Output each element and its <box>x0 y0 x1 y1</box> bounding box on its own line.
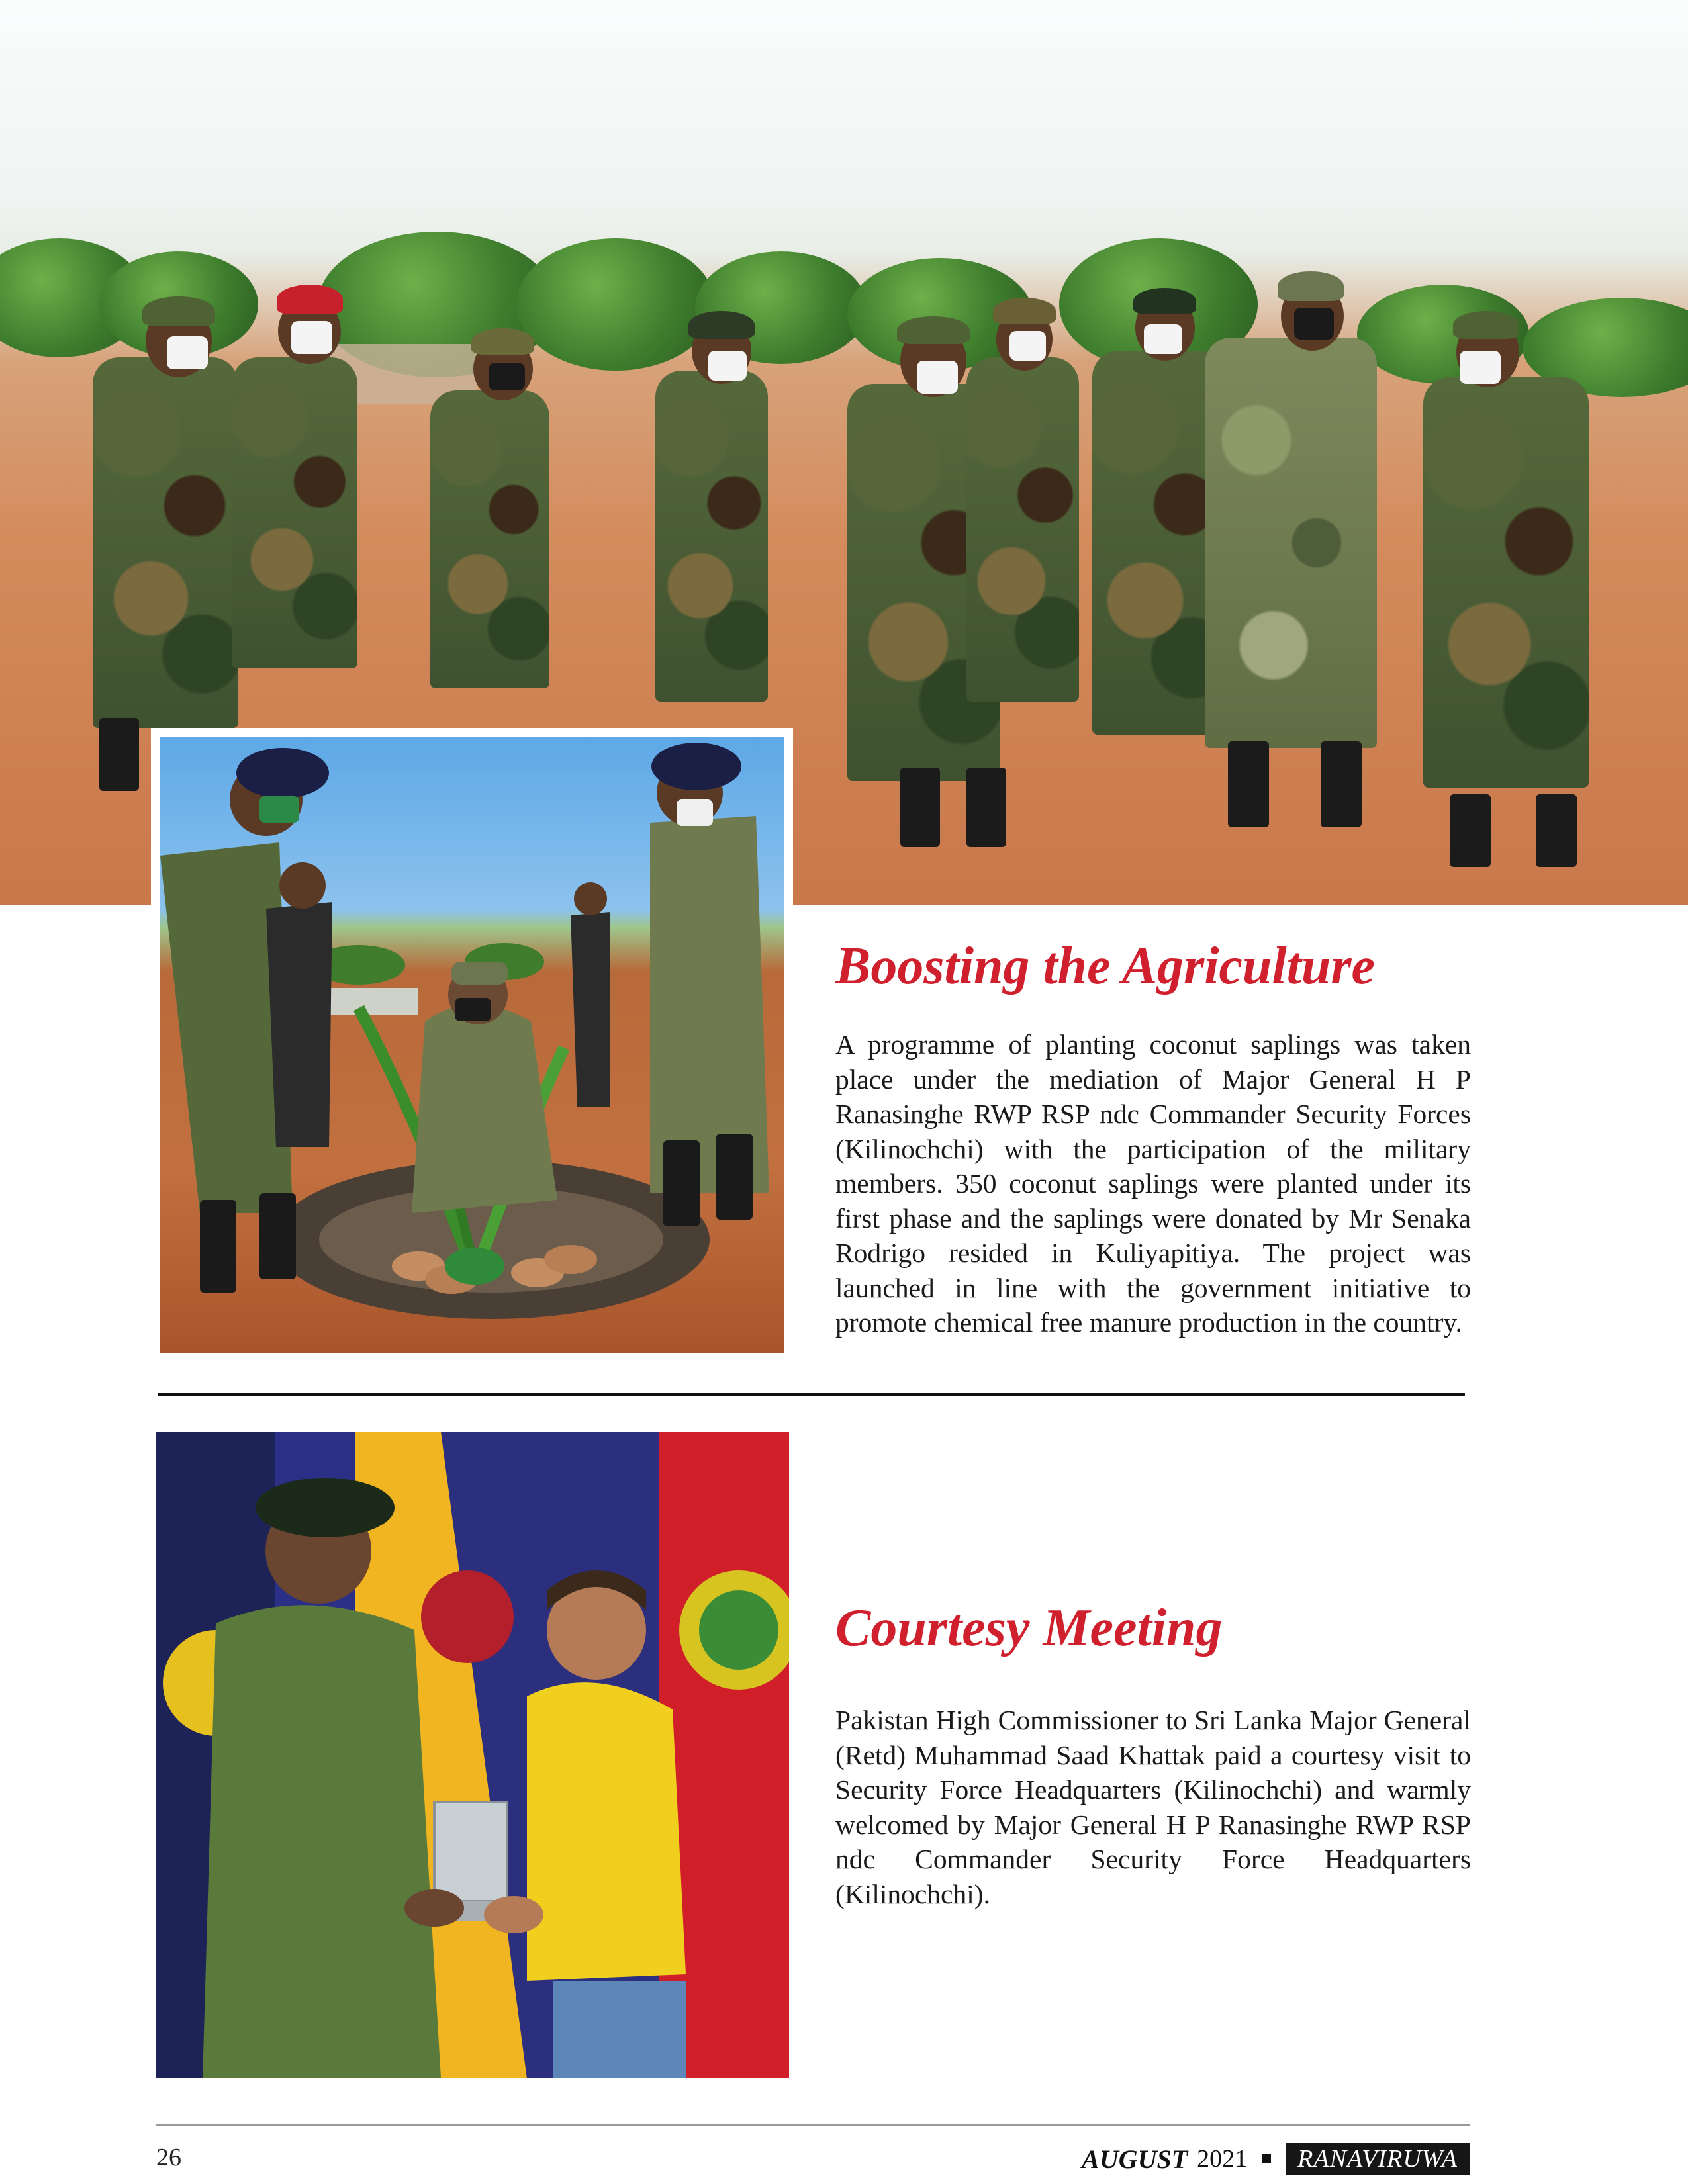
commander-figure <box>1205 338 1377 748</box>
magazine-name: RANAVIRUWA <box>1286 2143 1470 2175</box>
boot <box>1228 741 1269 827</box>
section-divider <box>158 1393 1465 1396</box>
planting-scene-illustration <box>160 737 784 1353</box>
tree <box>516 238 715 371</box>
issue-label <box>1082 2143 1470 2175</box>
soldier-figure <box>430 390 549 688</box>
soldier-figure <box>1423 377 1589 788</box>
soldier-figure <box>966 357 1079 702</box>
soldier-cap <box>142 296 215 326</box>
page-number: 26 <box>156 2144 181 2171</box>
footer-rule <box>156 2124 1470 2126</box>
boot <box>1450 794 1491 867</box>
boot <box>99 718 139 791</box>
face-mask <box>708 351 747 381</box>
face-mask <box>1294 308 1334 340</box>
photo-courtesy-meeting <box>156 1432 789 2078</box>
boot <box>1536 794 1577 867</box>
article-body-agriculture: A programme of planting coconut saplings was taken place under the mediation of Major General H P Ranasinghe RWP RSP ndc Commander Security Forces (Kilinochchi) with the participation of the military members. 350 coconut saplings were planted under its first phase and the saplings were donated by Mr Senaka Rodrigo resided in Kuliyapitiya. The project was launched in line with the government initiative to promote chemical free manure production in the country. <box>835 1029 1471 1338</box>
face-mask <box>167 336 208 369</box>
face-mask <box>489 363 525 390</box>
face-mask <box>291 321 332 354</box>
soldier-figure <box>232 357 357 668</box>
separator-square-icon <box>1262 2154 1271 2163</box>
face-mask <box>1144 324 1182 354</box>
article-body-courtesy-meeting: Pakistan High Commissioner to Sri Lanka Major General (Retd) Muhammad Saad Khattak paid a courtesy visit to Security Force Headquarters (Kilinochchi) and warmly welcomed by Major General H P Ranasinghe RWP RSP ndc Commander Security Force Headquarters (Kilinochchi). <box>835 1705 1471 1909</box>
issue-month: AUGUST <box>1082 2144 1188 2174</box>
face-mask <box>1460 351 1501 384</box>
headline-courtesy-meeting: Courtesy Meeting <box>835 1599 1223 1657</box>
commander-cap <box>1278 271 1344 301</box>
soldier-beret <box>1133 288 1196 314</box>
boot <box>900 768 940 847</box>
soldier-figure <box>655 371 768 702</box>
photo-coconut-planting <box>160 737 784 1353</box>
soldier-cap <box>1453 311 1519 339</box>
soldier-beret <box>688 311 755 339</box>
boot <box>1321 741 1362 827</box>
soldier-cap <box>897 316 970 344</box>
issue-year: 2021 <box>1197 2145 1248 2173</box>
soldier-figure <box>93 357 238 728</box>
boot <box>966 768 1006 847</box>
soldier-beret <box>277 285 343 314</box>
meeting-scene-illustration <box>156 1432 789 2078</box>
soldier-beret <box>993 298 1056 324</box>
face-mask <box>917 361 958 394</box>
headline-boosting-agriculture: Boosting the Agriculture <box>835 937 1375 995</box>
soldier-beret <box>471 328 534 355</box>
face-mask <box>1009 331 1046 361</box>
